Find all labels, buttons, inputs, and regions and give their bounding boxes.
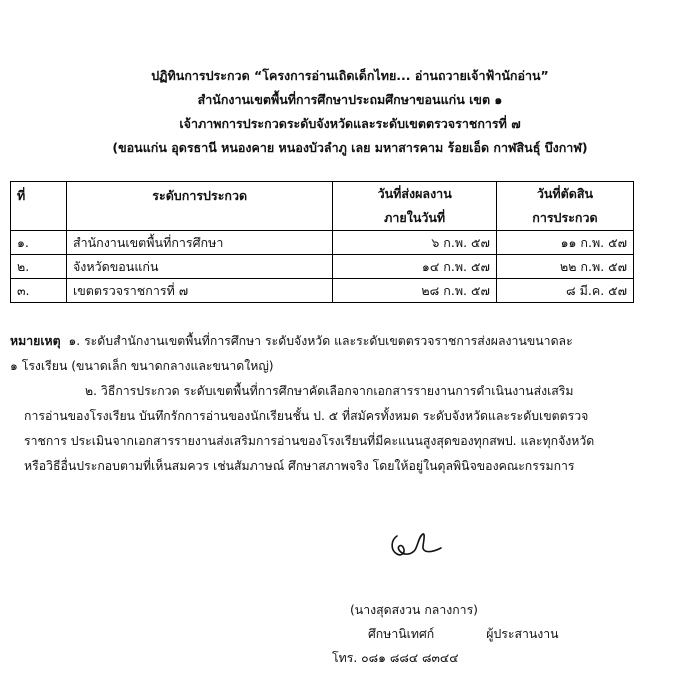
row-send-date: ๑๔ ก.พ. ๕๗ [333, 255, 496, 279]
row-level: สำนักงานเขตพื้นที่การศึกษา [66, 231, 333, 255]
note-item-2-line1: ๒. วิธีการประกวด ระดับเขตพื้นที่การศึกษาคัดเลือกจากเอกสารรายงานการดำเนินงานส่งเสริม [85, 384, 574, 398]
header-level: ระดับการประกวด [66, 182, 333, 231]
heading-title: ปฏิทินการประกวด “โครงการอ่านเถิดเด็กไทย... อ่านถวายเจ้าฟ้านักอ่าน” [151, 68, 549, 83]
row-send-date: ๒๘ ก.พ. ๕๗ [333, 279, 496, 303]
notes-section [10, 329, 690, 479]
heading-provinces: (ขอนแก่น อุดรธานี หนองคาย หนองบัวลำภู เลย มหาสารคาม ร้อยเอ็ด กาฬสินธุ์ บึงกาฬ) [112, 140, 588, 155]
header-judge-date-line2: การประกวด [496, 206, 633, 231]
row-judge-date: ๘ มี.ค. ๕๗ [496, 279, 633, 303]
row-judge-date: ๒๒ ก.พ. ๕๗ [496, 255, 633, 279]
header-no: ที่ [11, 182, 67, 231]
row-level: จังหวัดขอนแก่น [66, 255, 333, 279]
row-send-date: ๖ ก.พ. ๕๗ [333, 231, 496, 255]
header-send-date-line2: ภายในวันที่ [333, 206, 496, 231]
header-send-date-line1: วันที่ส่งผลงาน [333, 182, 496, 207]
table-header-row [11, 182, 634, 207]
note-item-2-line4: หรือวิธีอื่นประกอบตามที่เห็นสมควร เช่นสัมภาษณ์ ศึกษาสภาพจริง โดยให้อยู่ในดุลพินิจของคณะกรรมการ [24, 459, 575, 473]
row-judge-date: ๑๑ ก.พ. ๕๗ [496, 231, 633, 255]
heading-office: สำนักงานเขตพื้นที่การศึกษาประถมศึกษาขอนแก่น เขต ๑ [197, 92, 503, 107]
document-heading [0, 64, 700, 160]
row-number: ๓. [11, 279, 67, 303]
note-item-2-line2: การอ่านของโรงเรียน บันทึกรักการอ่านของนักเรียนชั้น ป. ๕ ที่สมัครทั้งหมด ระดับจังหวัดและระดับเขตตรวจ [24, 409, 589, 423]
heading-host: เจ้าภาพการประกวดระดับจังหวัดและระดับเขตตรวจราชการที่ ๗ [179, 116, 521, 131]
signer-position-line [320, 622, 620, 646]
note-item-2-line3: ราชการ ประเมินจากเอกสารรายงานส่งเสริมการอ่านของโรงเรียนที่มีคะแนนสูงสุดของทุกสพป. และทุกจังหวัด [24, 434, 595, 448]
row-number: ๑. [11, 231, 67, 255]
signer-role: ผู้ประสานงาน [486, 627, 559, 641]
note-item-1-line2: ๑ โรงเรียน (ขนาดเล็ก ขนาดกลางและขนาดใหญ่) [10, 359, 274, 373]
handwritten-signature [385, 524, 445, 562]
schedule-table [10, 181, 634, 303]
table-row [11, 231, 634, 255]
row-level: เขตตรวจราชการที่ ๗ [66, 279, 333, 303]
header-judge-date-line1: วันที่ตัดสิน [496, 182, 633, 207]
signer-name: (นางสุดสงวน กลางการ) [350, 603, 478, 617]
notes-label: หมายเหตุ [10, 334, 61, 348]
row-number: ๒. [11, 255, 67, 279]
signer-position: ศึกษานิเทศก์ [368, 627, 435, 641]
signer-phone: โทร. ๐๘๑ ๘๘๔ ๘๓๔๔ [332, 651, 459, 665]
table-row [11, 255, 634, 279]
signer-block [320, 598, 620, 670]
note-1-text: ๑. ระดับสำนักงานเขตพื้นที่การศึกษา ระดับจังหวัด และระดับเขตตรวจราชการส่งผลงานขนาดละ [68, 334, 573, 348]
note-item-1-line1 [10, 329, 690, 354]
table-row [11, 279, 634, 303]
